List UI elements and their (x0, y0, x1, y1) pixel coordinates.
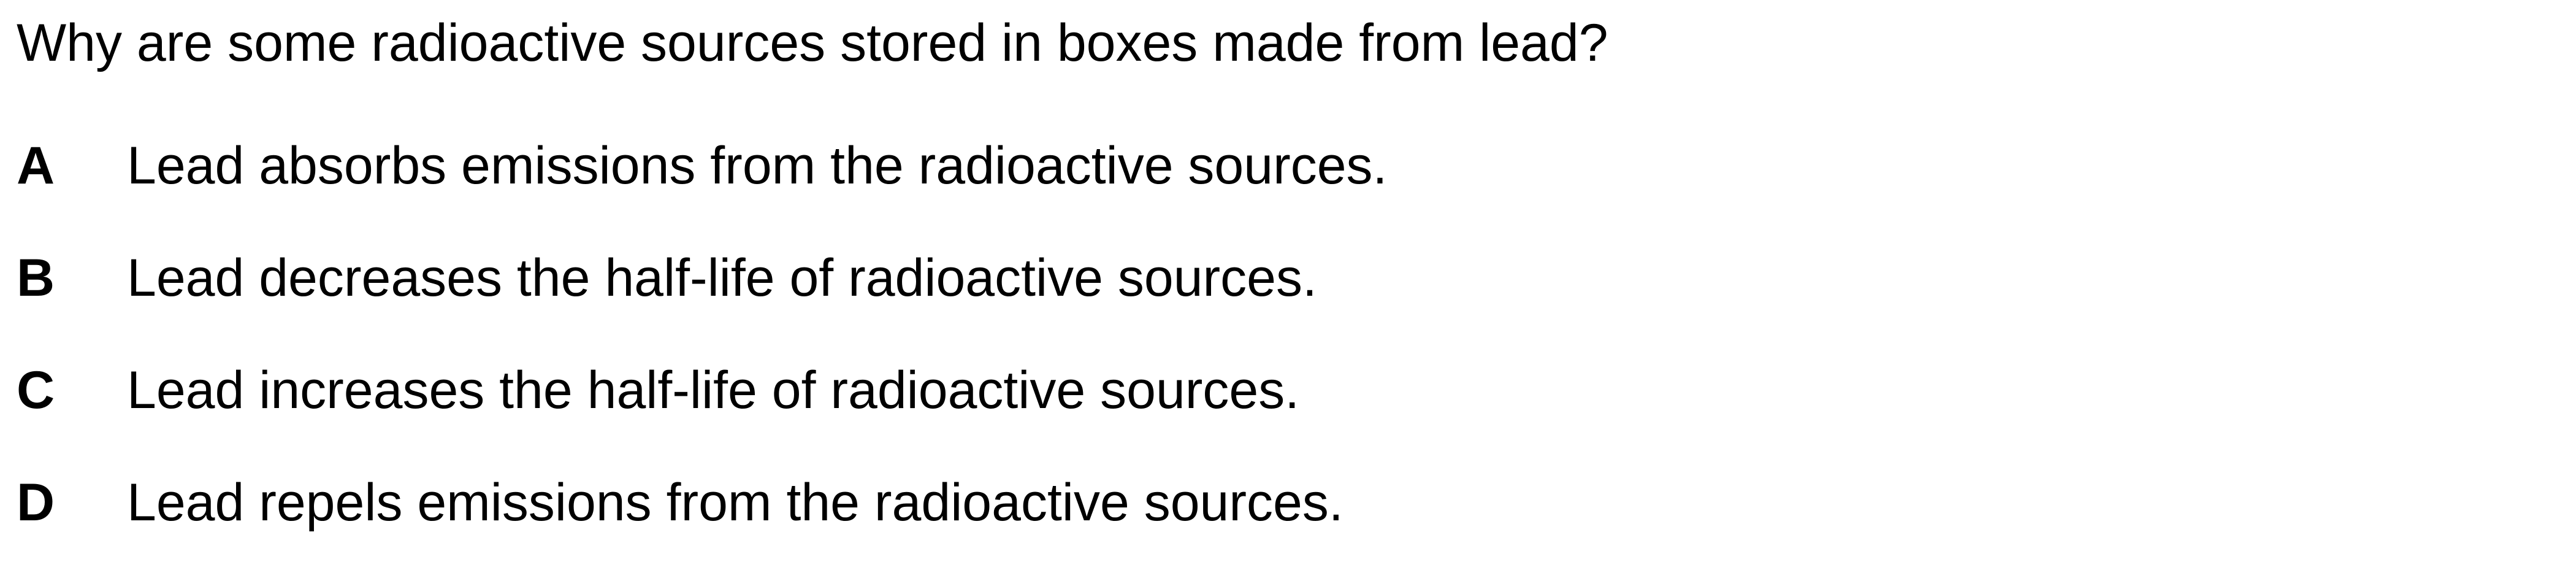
option-letter: A (17, 136, 55, 195)
option-c[interactable] (17, 353, 1387, 466)
option-d[interactable] (17, 466, 1387, 578)
answer-options (17, 129, 1387, 578)
option-text: Lead decreases the half-life of radioactive sources. (127, 249, 1317, 307)
option-text: Lead repels emissions from the radioactive sources. (127, 473, 1343, 532)
option-a[interactable] (17, 129, 1387, 241)
option-b[interactable] (17, 241, 1387, 353)
option-letter: C (17, 361, 55, 420)
question-text: Why are some radioactive sources stored in boxes made from lead? (17, 13, 1608, 72)
option-letter: B (17, 249, 55, 307)
option-letter: D (17, 473, 55, 532)
option-text: Lead absorbs emissions from the radioactive sources. (127, 136, 1388, 195)
option-text: Lead increases the half-life of radioactive sources. (127, 361, 1300, 420)
